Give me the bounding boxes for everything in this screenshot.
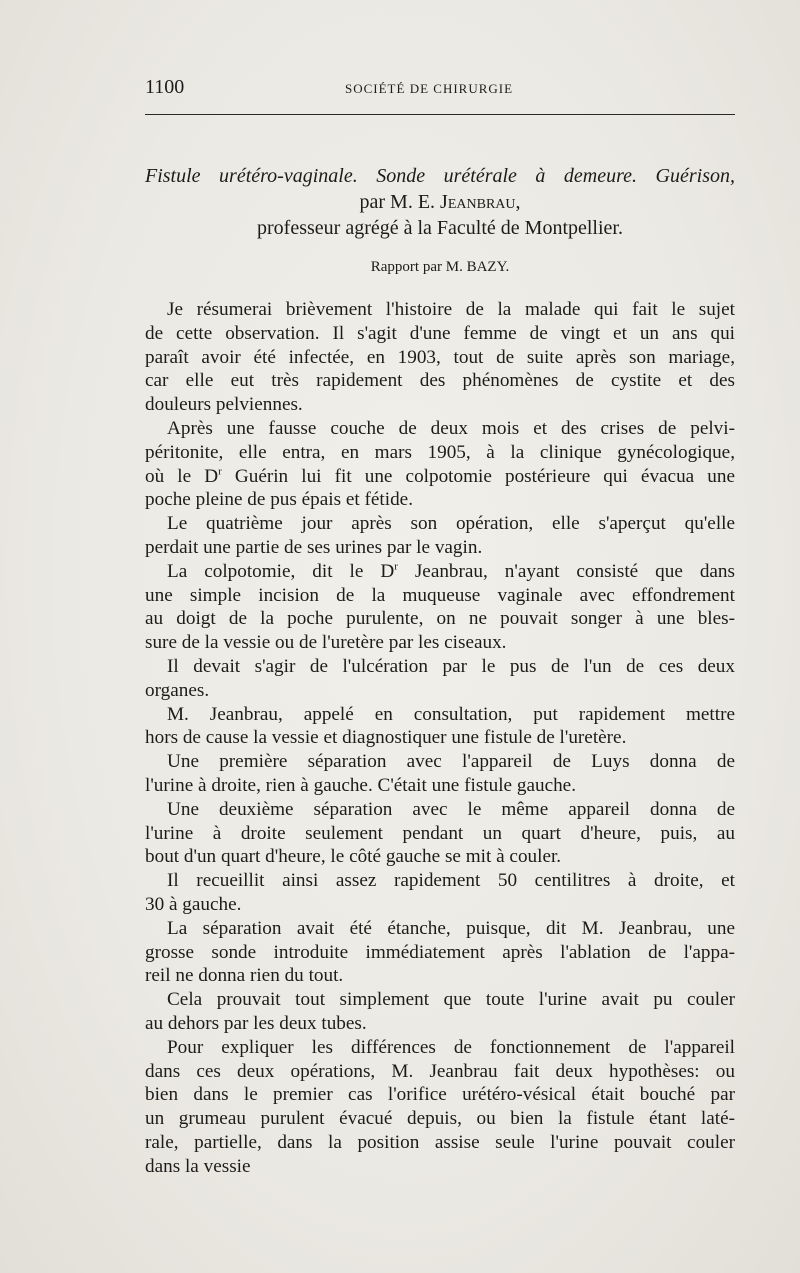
text-line: poche pleine de pus épais et fétide.: [145, 489, 413, 511]
text-line: bien dans le premier cas l'orifice urétéro-vésical était bouché par: [145, 1084, 735, 1106]
text-line: sure de la vessie ou de l'uretère par les ciseaux.: [145, 632, 507, 654]
text-line: Une deuxième séparation avec le même appareil donna de: [167, 798, 735, 820]
text-line: organes.: [145, 679, 210, 701]
page-header: [145, 76, 735, 102]
title-line-3: professeur agrégé à la Faculté de Montpellier.: [257, 217, 623, 239]
paragraph: [145, 512, 735, 560]
text-line: hors de cause la vessie et diagnostiquer une fistule de l'uretère.: [145, 727, 627, 749]
title-author-suffix: ,: [515, 191, 521, 213]
text-line: La séparation avait été étanche, puisque, dit M. Jeanbrau, une: [167, 917, 735, 939]
text-line: Pour expliquer les différences de fonctionnement de l'appareil: [167, 1036, 735, 1058]
text-line: grosse sonde introduite immédiatement après l'ablation de l'appa-: [145, 941, 735, 963]
paragraph: [145, 417, 735, 512]
text-line: l'urine à droite seulement pendant un quart d'heure, puis, au: [145, 822, 735, 844]
paragraph: [145, 560, 735, 655]
paragraph: [145, 798, 735, 869]
paragraph: [145, 298, 735, 417]
text-line: douleurs pelviennes.: [145, 394, 303, 416]
text-line: reil ne donna rien du tout.: [145, 965, 344, 987]
text-line: paraît avoir été infectée, en 1903, tout de suite après son mariage,: [145, 346, 735, 368]
title-line-2: [145, 189, 735, 215]
running-head: SOCIÉTÉ DE CHIRURGIE: [345, 81, 514, 96]
text-line: dans ces deux opérations, M. Jeanbrau fait deux hypothèses: ou: [145, 1060, 735, 1082]
text-line: au doigt de la poche purulente, on ne pouvait songer à une bles-: [145, 608, 735, 630]
text-line: bout d'un quart d'heure, le côté gauche se mit à couler.: [145, 846, 562, 868]
header-rule: [145, 114, 735, 115]
text-line: 30 à gauche.: [145, 893, 242, 915]
page-number: 1100: [145, 76, 185, 98]
text-line: rale, partielle, dans la position assise seule l'urine pouvait couler: [145, 1131, 735, 1153]
text-line: une simple incision de la muqueuse vaginale avec effondrement: [145, 584, 735, 606]
paragraph: [145, 988, 735, 1036]
text-line: au dehors par les deux tubes.: [145, 1012, 367, 1034]
title-author-name: Jeanbrau: [440, 191, 516, 213]
paragraph: [145, 1036, 735, 1179]
text-line: La colpotomie, dit le $D^r$ Jeanbrau, n'ayant consisté que dans: [167, 560, 735, 582]
report-by: Rapport par M. BAZY.: [370, 259, 510, 275]
paragraph: [145, 655, 735, 703]
text-line: Le quatrième jour après son opération, elle s'aperçut qu'elle: [167, 513, 735, 535]
text-line: péritonite, elle entra, en mars 1905, à la clinique gynécologique,: [145, 441, 735, 463]
text-line: Après une fausse couche de deux mois et des crises de pelvi-: [167, 417, 735, 439]
text-line: où le $D^r$ Guérin lui fit une colpotomie postérieure qui évacua une: [145, 465, 735, 487]
text-line: car elle eut très rapidement des phénomènes de cystite et des: [145, 370, 735, 392]
text-line: Cela prouvait tout simplement que toute l'urine avait pu couler: [167, 989, 735, 1011]
title-author-prefix: par M. E.: [359, 191, 441, 213]
text-line: perdait une partie de ses urines par le vagin.: [145, 536, 483, 558]
text-line: de cette observation. Il s'agit d'une femme de vingt et un ans qui: [145, 322, 735, 344]
text-line: l'urine à droite, rien à gauche. C'était une fistule gauche.: [145, 774, 576, 796]
text-line: dans la vessie: [145, 1155, 251, 1177]
paragraph: [145, 750, 735, 798]
text-line: Une première séparation avec l'appareil de Luys donna de: [167, 751, 735, 773]
text-line: Il recueillit ainsi assez rapidement 50 centilitres à droite, et: [167, 870, 735, 892]
text-line: un grumeau purulent évacué depuis, ou bien la fistule étant laté-: [145, 1108, 735, 1130]
article-body: [145, 298, 735, 1178]
text-line: Je résumerai brièvement l'histoire de la malade qui fait le sujet: [167, 299, 735, 320]
paragraph: [145, 869, 735, 917]
text-line: Il devait s'agir de l'ulcération par le pus de l'un de ces deux: [167, 655, 735, 677]
paragraph: [145, 917, 735, 988]
text-line: M. Jeanbrau, appelé en consultation, put rapidement mettre: [167, 703, 735, 725]
article-title: [145, 163, 735, 241]
paragraph: [145, 703, 735, 751]
title-line-1: Fistule urétéro-vaginale. Sonde urétérale à demeure. Guérison,: [145, 165, 735, 187]
